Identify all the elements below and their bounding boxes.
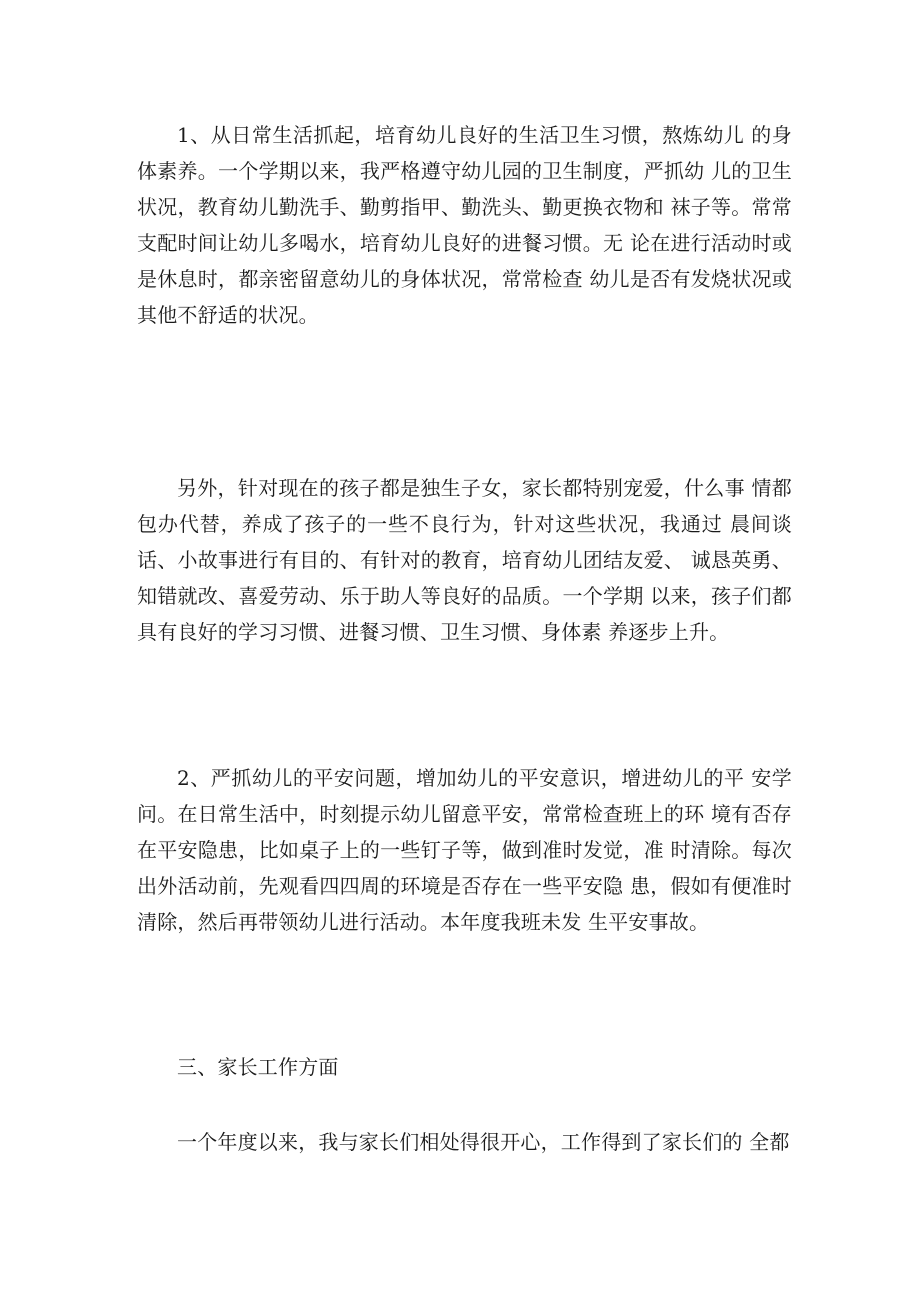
paragraph-parent-work: 一个年度以来，我与家长们相处得很开心，工作得到了家长们的 全都 [177,1130,790,1154]
paragraph-behavior: 另外，针对现在的孩子都是独生子女，家长都特别宠爱，什么事 情都包办代替，养成了孩子的一些不良行为，针对这些状况，我通过 晨间谈话、小故事进行有目的、有针对的教育，培育幼儿团结友爱、 诚恳英勇、知错就改、喜爱劳动、乐于助人等良好的品质。一个学期 以来，孩子们都具有良好的学习习惯、进餐习惯、卫生习惯、身体素 养逐步上升。 [137,476,792,644]
paragraph-hygiene: 1、从日常生活抓起，培育幼儿良好的生活卫生习惯，熬炼幼儿 的身体素养。一个学期以来，我严格遵守幼儿园的卫生制度，严抓幼 儿的卫生状况，教育幼儿勤洗手、勤剪指甲、勤洗头、勤更换衣物和 袜子等。常常支配时间让幼儿多喝水，培育幼儿良好的进餐习惯。无 论在进行活动时或是休息时，都亲密留意幼儿的身体状况，常常检查 幼儿是否有发烧状况或其他不舒适的状况。 [137,123,792,327]
section-heading-parent-work: 三、家长工作方面 [177,1055,339,1079]
paragraph-safety: 2、严抓幼儿的平安问题，增加幼儿的平安意识，增进幼儿的平 安学问。在日常生活中，时刻提示幼儿留意平安，常常检查班上的环 境有否存在平安隐患，比如桌子上的一些钉子等，做到准时发觉，准 时清除。每次出外活动前，先观看四四周的环境是否存在一些平安隐 患，假如有便准时清除，然后再带领幼儿进行活动。本年度我班未发 生平安事故。 [137,766,792,934]
